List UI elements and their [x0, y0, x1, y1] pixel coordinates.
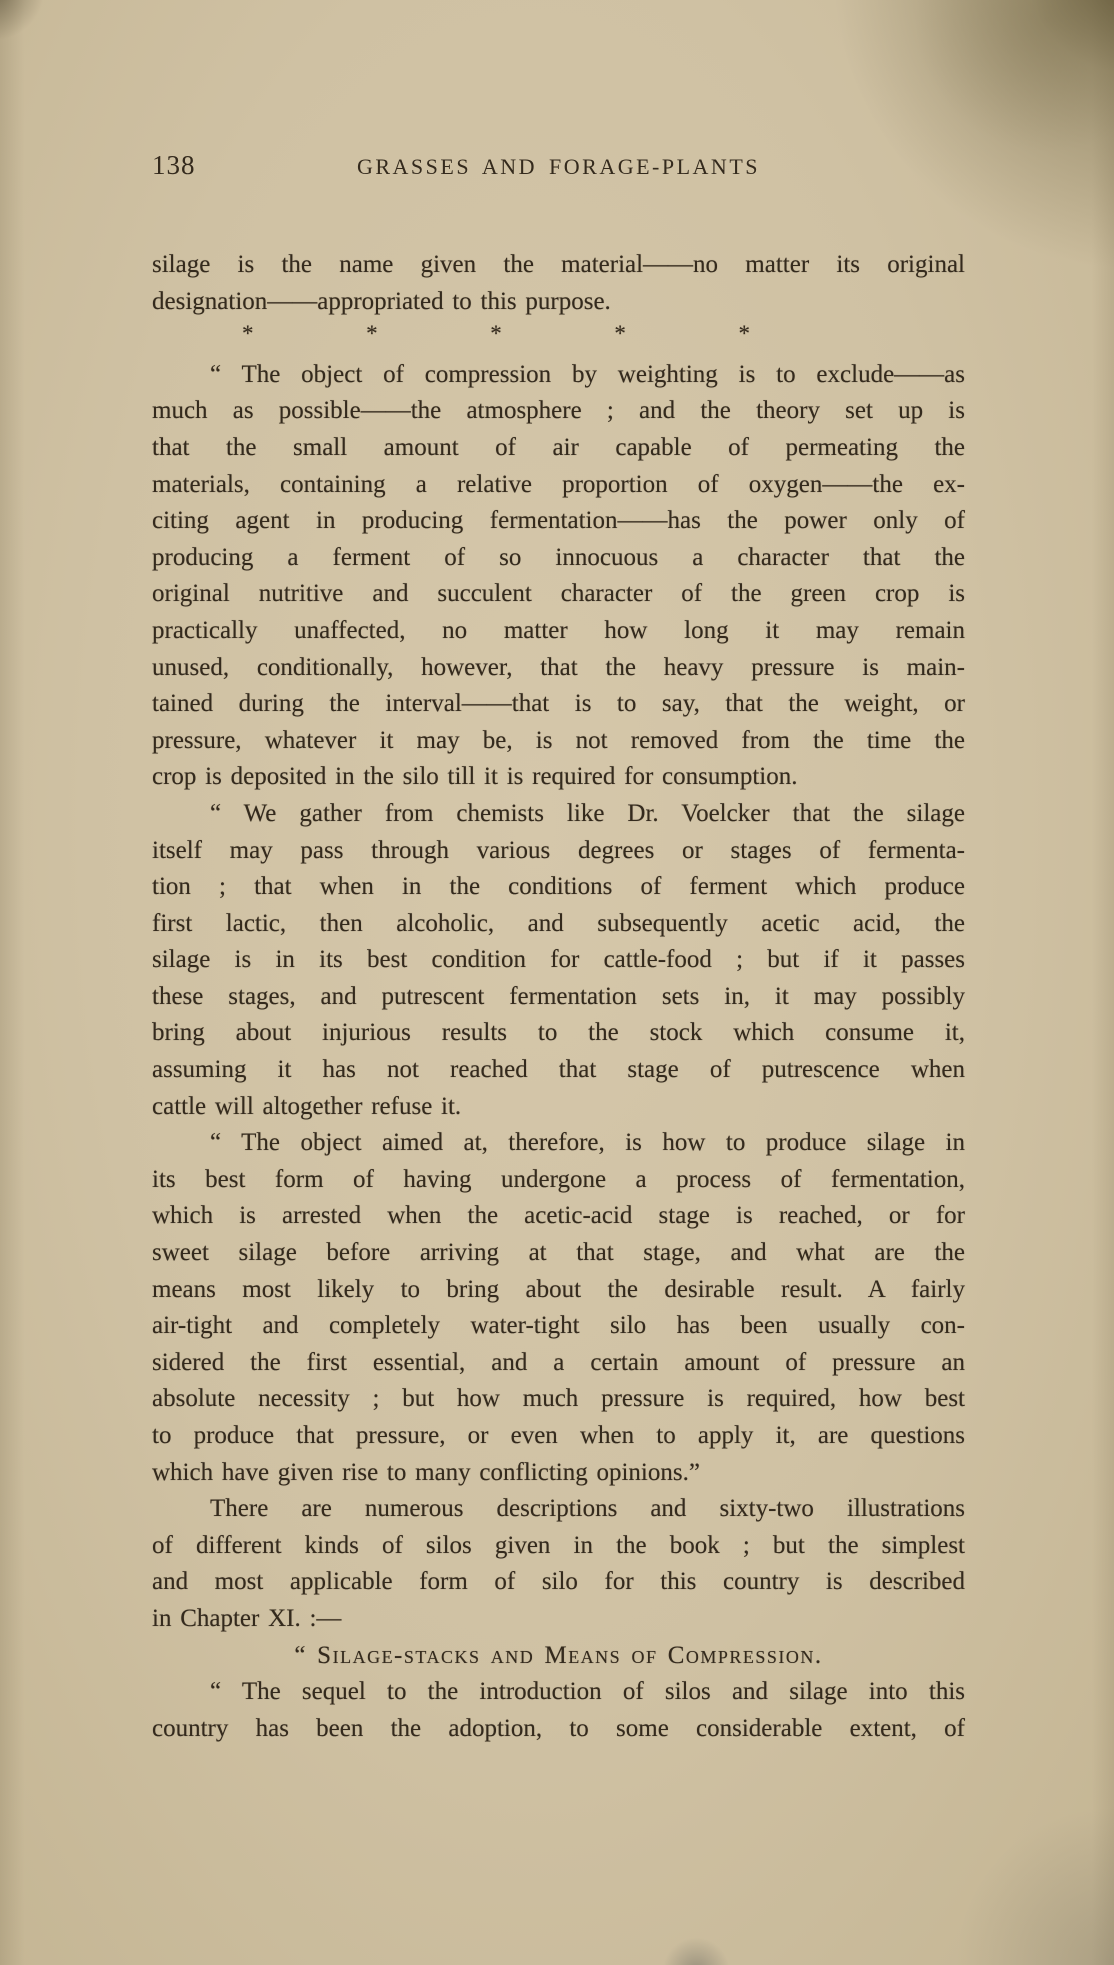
text-line: original nutritive and succulent character of the green crop is: [152, 580, 965, 608]
text-line: that the small amount of air capable of permeating the: [152, 433, 965, 461]
text-line: in Chapter XI. :—: [152, 1604, 342, 1632]
text-line: “ The object of compression by weighting is to exclude——as: [210, 360, 965, 388]
text-line: sweet silage before arriving at that stage, and what are the: [152, 1239, 965, 1267]
text-line: pressure, whatever it may be, is not removed from the time the: [152, 726, 965, 754]
text-line: air-tight and completely water-tight silo has been usually con-: [152, 1312, 965, 1340]
text-line: “ The object aimed at, therefore, is how to produce silage in: [210, 1129, 965, 1157]
running-title: GRASSES AND FORAGE-PLANTS: [356, 154, 760, 179]
text-line: to produce that pressure, or even when to apply it, are questions: [152, 1422, 965, 1449]
asterisk: *: [366, 321, 378, 347]
text-line: tion ; that when in the conditions of ferment which produce: [152, 873, 965, 901]
text-line: which have given rise to many conflicting opinions.”: [152, 1458, 700, 1486]
text-line: tained during the interval——that is to say, that the weight, or: [152, 690, 965, 718]
text-line: cattle will altogether refuse it.: [152, 1092, 462, 1120]
text-line: unused, conditionally, however, that the heavy pressure is main-: [152, 653, 965, 681]
text-line: of different kinds of silos given in the book ; but the simplest: [152, 1531, 965, 1559]
text-line: these stages, and putrescent fermentation sets in, it may possibly: [152, 982, 965, 1010]
page-number: 138: [152, 150, 196, 180]
asterisk: *: [738, 321, 750, 347]
text-line: means most likely to bring about the desirable result. A fairly: [152, 1275, 965, 1303]
text-line: silage is in its best condition for cattle-food ; but if it passes: [152, 946, 965, 974]
text-line: first lactic, then alcoholic, and subsequently acetic acid, the: [152, 909, 965, 937]
section-heading-line: “ Silage-stacks and Means of Compression.: [294, 1641, 823, 1669]
text-line: materials, containing a relative proportion of oxygen——the ex-: [152, 470, 965, 498]
text-line: much as possible——the atmosphere ; and the theory set up is: [152, 397, 965, 425]
text-line: silage is the name given the material——no matter its original: [152, 251, 965, 278]
text-line: crop is deposited in the silo till it is required for consumption.: [152, 763, 798, 791]
text-line: designation——appropriated to this purpose.: [152, 287, 611, 315]
text-line: citing agent in producing fermentation——has the power only of: [152, 507, 965, 535]
text-line: itself may pass through various degrees or stages of fermenta-: [152, 836, 965, 864]
text-line: and most applicable form of silo for this country is described: [152, 1568, 965, 1596]
text-line: “ We gather from chemists like Dr. Voelcker that the silage: [210, 799, 965, 827]
text-line: sidered the first essential, and a certain amount of pressure an: [152, 1348, 965, 1376]
text-lines: [152, 247, 965, 1747]
text-line: assuming it has not reached that stage of putrescence when: [152, 1056, 965, 1084]
text-line: bring about injurious results to the stock which consume it,: [152, 1019, 965, 1047]
text-line: its best form of having undergone a process of fermentation,: [152, 1165, 965, 1193]
running-head: [152, 150, 965, 188]
text-line: There are numerous descriptions and sixty-two illustrations: [210, 1495, 965, 1523]
text-line: absolute necessity ; but how much pressure is required, how best: [152, 1385, 965, 1413]
asterisk: *: [490, 321, 502, 347]
asterisk: *: [242, 321, 254, 347]
asterisk: *: [614, 321, 626, 347]
text-line: producing a ferment of so innocuous a character that the: [152, 543, 965, 571]
text-line: “ The sequel to the introduction of silos and silage into this: [210, 1678, 965, 1706]
text-line: which is arrested when the acetic-acid stage is reached, or for: [152, 1202, 965, 1230]
asterisk-separator: [242, 320, 750, 357]
text-line: practically unaffected, no matter how long it may remain: [152, 616, 965, 644]
text-line: country has been the adoption, to some considerable extent, of: [152, 1714, 965, 1742]
